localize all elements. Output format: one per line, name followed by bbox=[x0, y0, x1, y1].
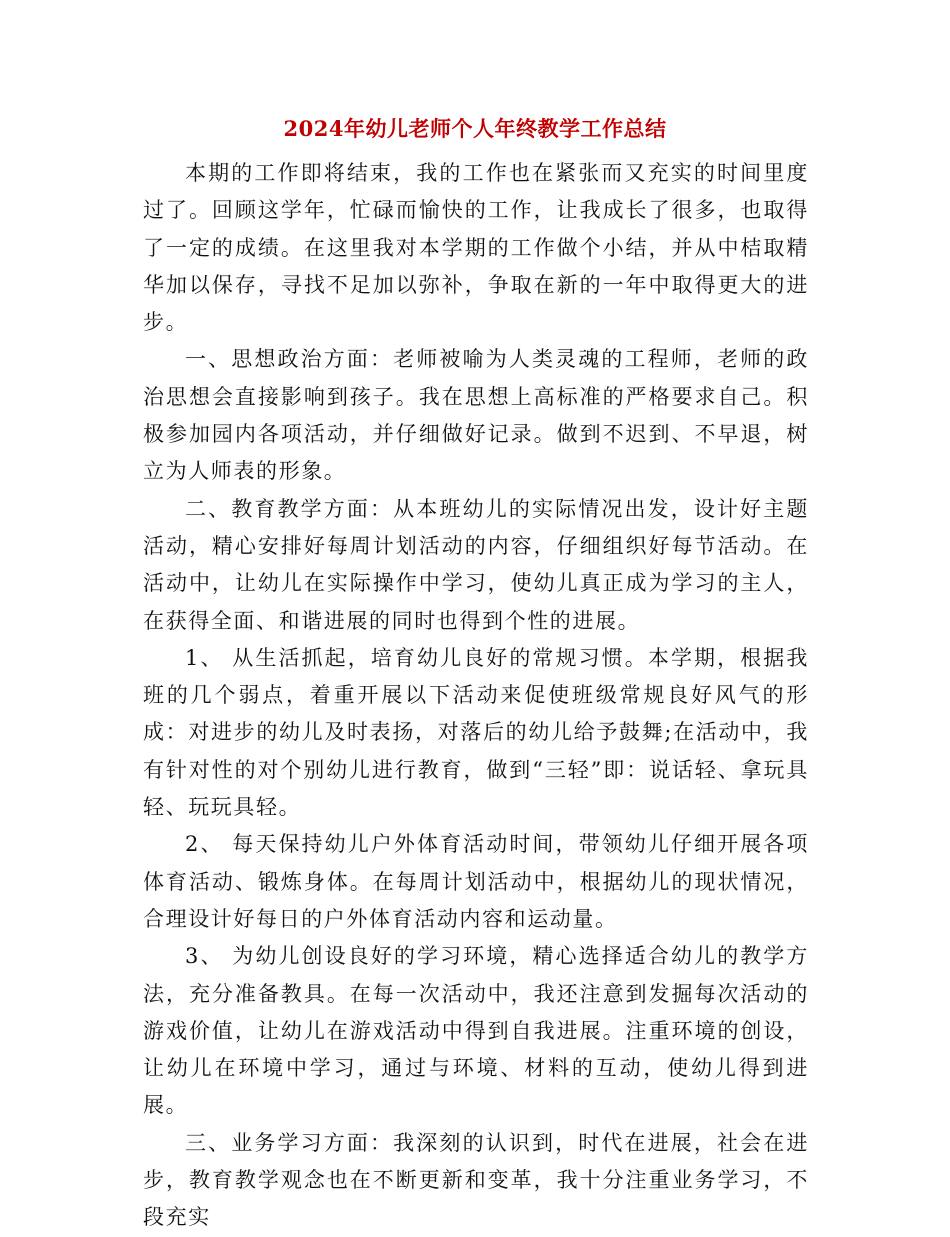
document-body bbox=[143, 155, 809, 1237]
document-title: 2024年幼儿老师个人年终教学工作总结 bbox=[283, 116, 667, 141]
paragraph-item-1: 1、 从生活抓起，培育幼儿良好的常规习惯。本学期，根据我班的几个弱点，着重开展以下活动来促使班级常规良好风气的形成：对进步的幼儿及时表扬，对落后的幼儿给予鼓舞;在活动中，我有针对性的对个别幼儿进行教育，做到“三轻”即：说话轻、拿玩具轻、玩玩具轻。 bbox=[143, 645, 809, 820]
paragraph-item-2: 2、 每天保持幼儿户外体育活动时间，带领幼儿仔细开展各项体育活动、锻炼身体。在每周计划活动中，根据幼儿的现状情况，合理设计好每日的户外体育活动内容和运动量。 bbox=[143, 832, 809, 931]
paragraph-professional-study: 三、业务学习方面：我深刻的认识到，时代在进展，社会在进步，教育教学观念也在不断更新和变革，我十分注重业务学习，不段充实 bbox=[143, 1130, 809, 1230]
paragraph-item-3: 3、 为幼儿创设良好的学习环境，精心选择适合幼儿的教学方法，充分准备教具。在每一次活动中，我还注意到发掘每次活动的游戏价值，让幼儿在游戏活动中得到自我进展。注重环境的创设，让幼儿在环境中学习，通过与环境、材料的互动，使幼儿得到进展。 bbox=[143, 944, 809, 1118]
paragraph-political: 一、思想政治方面：老师被喻为人类灵魂的工程师，老师的政治思想会直接影响到孩子。我在思想上高标准的严格要求自己。积极参加园内各项活动，并仔细做好记录。做到不迟到、不早退，树立为人师表的形象。 bbox=[143, 347, 809, 484]
paragraph-intro: 本期的工作即将结束，我的工作也在紧张而又充实的时间里度过了。回顾这学年，忙碌而愉快的工作，让我成长了很多，也取得了一定的成绩。在这里我对本学期的工作做个小结，并从中桔取精华加以保存，寻找不足加以弥补，争取在新的一年中取得更大的进步。 bbox=[143, 161, 809, 335]
paragraph-teaching: 二、教育教学方面：从本班幼儿的实际情况出发，设计好主题活动，精心安排好每周计划活动的内容，仔细组织好每节活动。在活动中，让幼儿在实际操作中学习，使幼儿真正成为学习的主人，在获得全面、和谐进展的同时也得到个性的进展。 bbox=[143, 496, 809, 633]
